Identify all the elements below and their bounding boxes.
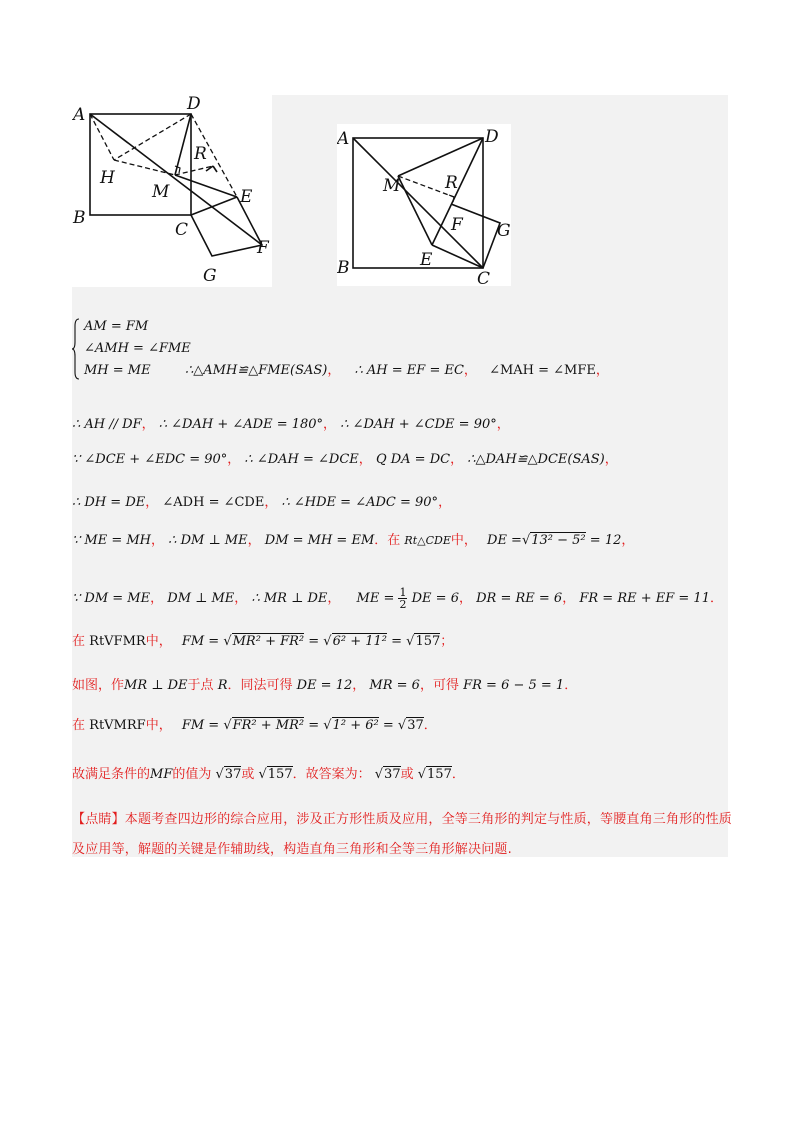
label-D: D (485, 127, 499, 147)
fraction-one-half: $\frac{1}{2}$ (399, 586, 407, 611)
label-M: M (152, 182, 170, 202)
label-C: C (477, 269, 491, 286)
label-G: G (497, 221, 511, 241)
geometry-figure-2 (337, 124, 511, 286)
math-line-7: 在 RtVFMR中， FM = √MR² + FR² = √6² + 11² = √157； (72, 634, 454, 649)
label-H: H (100, 168, 115, 188)
geometry-figure-1 (72, 95, 272, 287)
label-G: G (203, 266, 217, 286)
system-brace (72, 318, 80, 380)
math-line-5: ∵ ME = MH， ∴ DM ⊥ ME， DM = MH = EM．在 Rt△CDE中， DE =√13² − 5² = 12， (72, 533, 635, 548)
label-E: E (240, 187, 253, 207)
label-F: F (451, 215, 463, 235)
math-line-10: 故满足条件的MF的值为 √37或 √157．故答案为： √37或 √157． (72, 767, 465, 782)
label-A: A (73, 105, 86, 125)
label-F: F (257, 238, 269, 258)
label-E: E (420, 250, 433, 270)
system-eq-2: ∠AMH = ∠FME (84, 341, 191, 356)
math-line-9: 在 RtVMRF中， FM = √FR² + MR² = √1² + 6² = √37． (72, 718, 437, 733)
label-C: C (175, 220, 189, 240)
label-R: R (194, 144, 207, 164)
label-R: R (445, 173, 458, 193)
label-B: B (73, 208, 86, 228)
math-line-3: ∵ ∠DCE + ∠EDC = 90°， ∴ ∠DAH = ∠DCE， Q DA = DC， ∴△DAH≌△DCE(SAS)， (72, 452, 618, 467)
system-eq-3: MH = ME (84, 363, 151, 378)
math-line-1: ∴△AMH≌△FME(SAS)， ∴ AH = EF = EC， ∠MAH = ∠MFE， (185, 363, 609, 378)
math-line-6: ∵ DM = ME， DM ⊥ ME， ∴ MR ⊥ DE， ME = $\frac{1}{2}$ DE = 6， DR = RE = 6， FR = RE + EF = 11． (72, 586, 723, 611)
key-point-comment: 【点睛】本题考查四边形的综合应用，涉及正方形性质及应用，全等三角形的判定与性质，等腰直角三角形的性质及应用等，解题的关键是作辅助线，构造直角三角形和全等三角形解决问题. (72, 812, 733, 857)
label-A: A (337, 129, 350, 149)
math-line-4: ∴ DH = DE， ∠ADH = ∠CDE， ∴ ∠HDE = ∠ADC = 90°， (72, 495, 452, 510)
label-D: D (187, 95, 201, 114)
label-B: B (337, 258, 350, 278)
math-line-2: ∴ AH // DF， ∴ ∠DAH + ∠ADE = 180°， ∴ ∠DAH + ∠CDE = 90°， (72, 417, 510, 432)
math-line-8: 如图，作MR ⊥ DE于点 R．同法可得 DE = 12， MR = 6，可得 FR = 6 − 5 = 1． (72, 678, 578, 693)
label-M: M (383, 176, 401, 196)
system-eq-1: AM = FM (84, 319, 149, 334)
